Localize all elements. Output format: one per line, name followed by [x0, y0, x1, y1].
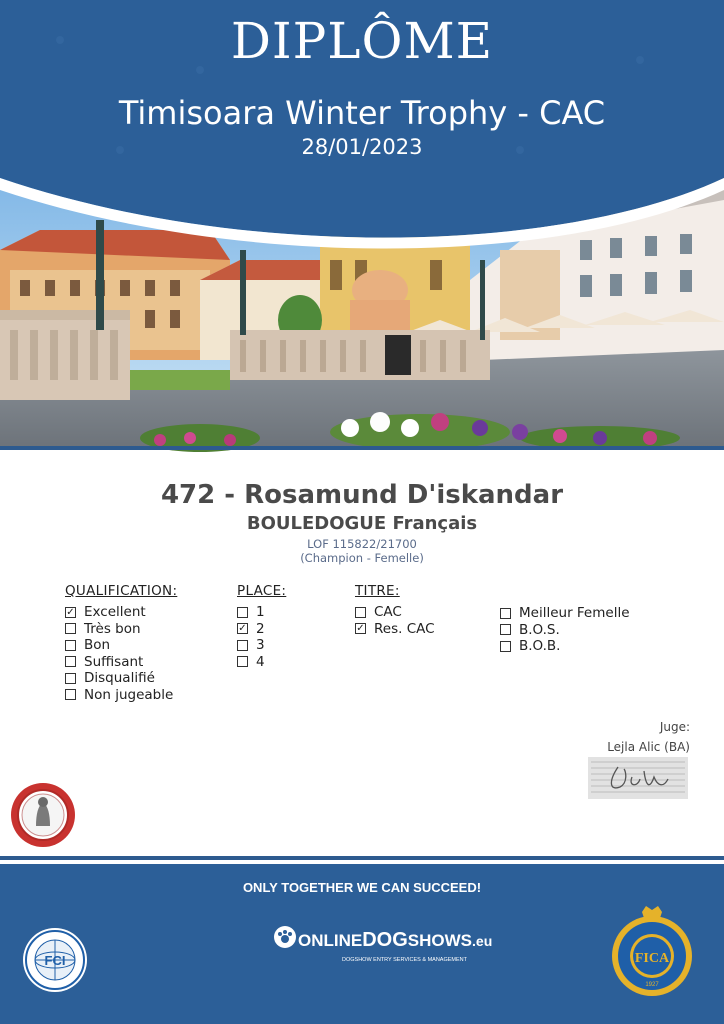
place-option — [237, 621, 286, 638]
qualification-heading: QUALIFICATION: — [65, 583, 178, 599]
checkbox-icon — [500, 641, 511, 652]
qualification-option-label: Très bon — [84, 620, 141, 637]
registration-number: LOF 115822/21700 — [307, 537, 417, 551]
place-section — [237, 583, 286, 670]
event-name: Timisoara Winter Trophy - CAC — [118, 94, 606, 132]
diploma-title: DIPLÔME — [230, 12, 494, 70]
checkbox-icon — [500, 624, 511, 635]
checkbox-icon — [237, 656, 248, 667]
checkbox-icon — [355, 607, 366, 618]
titre-extra-list — [500, 605, 630, 655]
fica-logo — [608, 904, 696, 1000]
brand-online: ONLINE — [298, 931, 363, 950]
event-date: 28/01/2023 — [301, 135, 423, 159]
brand-shows: SHOWS — [407, 931, 473, 950]
titre-extra-section — [500, 605, 630, 655]
qualification-option-label: Excellent — [84, 604, 146, 620]
titre-option — [355, 621, 435, 638]
diploma-header — [0, 0, 724, 260]
place-option-label: 1 — [256, 604, 265, 620]
checked-checkbox-icon: ✓ — [66, 606, 75, 618]
checkbox-icon — [65, 623, 76, 634]
checkbox-icon — [237, 607, 248, 618]
checkbox-icon — [65, 689, 76, 700]
titre-extra-option-label: Meilleur Femelle — [519, 605, 630, 621]
dog-name: 472 - Rosamund D'iskandar — [160, 480, 564, 510]
club-seal — [10, 782, 76, 848]
titre-option-label: Res. CAC — [374, 620, 435, 637]
place-option-label: 2 — [256, 620, 265, 637]
checkbox-icon — [500, 608, 511, 619]
titre-option-label: CAC — [374, 604, 402, 620]
fica-text: FICA — [634, 951, 670, 966]
photo-divider — [0, 446, 724, 450]
place-option — [237, 654, 286, 671]
titre-section — [355, 583, 435, 637]
checkbox-icon — [65, 640, 76, 651]
place-option — [237, 604, 286, 621]
qualification-list — [65, 604, 177, 704]
brand-dog: DOG — [362, 929, 408, 951]
checkbox-icon — [65, 673, 76, 684]
titre-heading: TITRE: — [355, 583, 400, 599]
fci-logo — [22, 927, 88, 993]
checkbox-icon — [65, 656, 76, 667]
titre-list — [355, 604, 435, 637]
qualification-option-label: Non jugeable — [84, 686, 174, 703]
qualification-option — [65, 637, 177, 654]
brand-eu: .eu — [472, 933, 493, 949]
dog-class: (Champion - Femelle) — [300, 551, 424, 565]
qualification-option-label: Suffisant — [84, 653, 144, 670]
titre-extra-option — [500, 622, 630, 639]
titre-option — [355, 604, 435, 621]
place-option-label: 4 — [256, 653, 265, 670]
fci-text: FCI — [44, 953, 66, 968]
svg-text:ONLINEDOGSHOWS.eu — [298, 929, 492, 951]
place-list — [237, 604, 286, 670]
judge-signature — [588, 757, 688, 799]
place-option-label: 3 — [256, 637, 265, 654]
onlinedogshows-logo — [272, 924, 493, 974]
qualification-option — [65, 670, 177, 687]
titre-extra-option — [500, 638, 630, 655]
dog-breed: BOULEDOGUE Français — [246, 513, 478, 534]
fica-year: 1927 — [645, 982, 659, 988]
brand-tagline: DOGSHOW ENTRY SERVICES & MANAGEMENT — [342, 957, 467, 963]
qualification-option-label: Bon — [84, 637, 111, 654]
titre-extra-option-label: B.O.B. — [519, 638, 561, 655]
titre-extra-option — [500, 605, 630, 622]
qualification-option — [65, 604, 177, 621]
titre-extra-option-label: B.O.S. — [519, 621, 560, 638]
qualification-section — [65, 583, 177, 704]
footer-divider — [0, 856, 724, 860]
qualification-option-label: Disqualifié — [84, 670, 155, 687]
checkbox-icon — [237, 640, 248, 651]
qualification-option — [65, 654, 177, 671]
slogan: ONLY TOGETHER WE CAN SUCCEED! — [242, 880, 482, 895]
judge-label: Juge: — [659, 720, 690, 734]
checked-checkbox-icon: ✓ — [238, 623, 247, 635]
place-heading: PLACE: — [237, 583, 287, 599]
qualification-option — [65, 621, 177, 638]
checked-checkbox-icon: ✓ — [356, 623, 365, 635]
judge-name: Lejla Alic (BA) — [607, 740, 690, 754]
footer — [0, 864, 724, 1024]
qualification-option — [65, 687, 177, 704]
place-option — [237, 637, 286, 654]
